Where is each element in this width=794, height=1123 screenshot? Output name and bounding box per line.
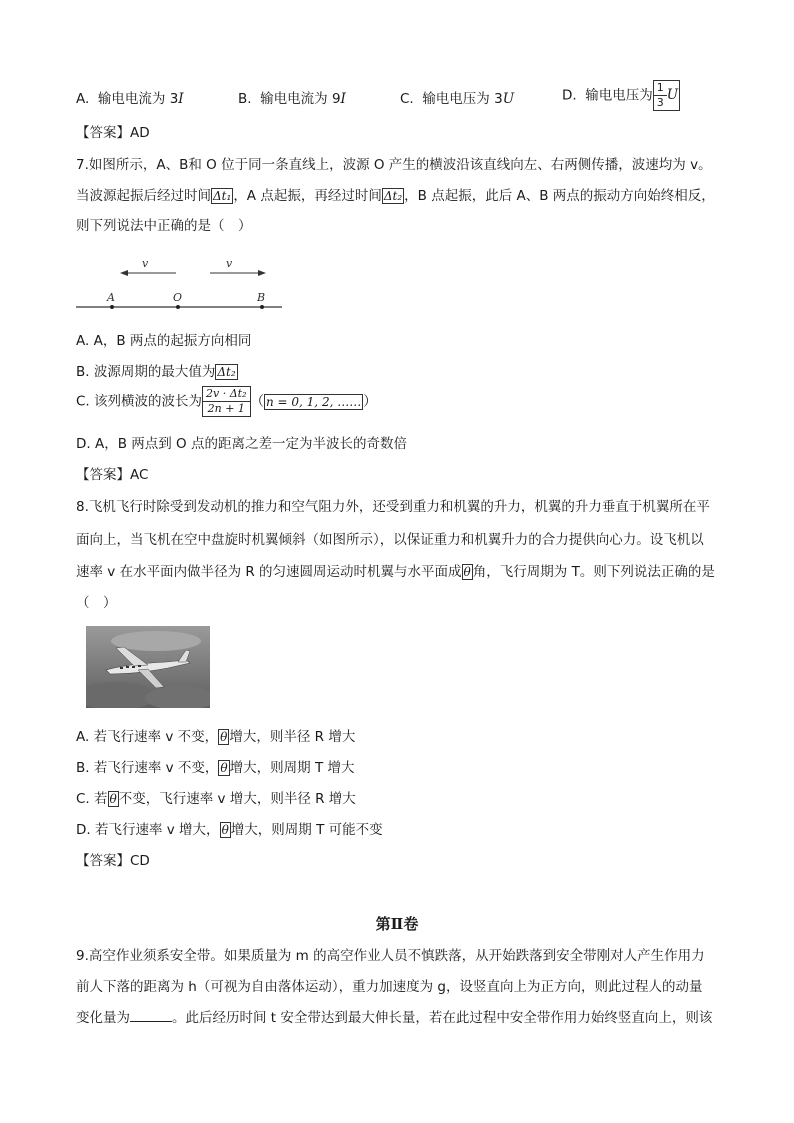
- wavelength-fraction: $\frac{\text{2v · Δt₂}}{2n + 1}$: [202, 386, 250, 417]
- q7-line3: 则下列说法中正确的是（ ）: [76, 218, 252, 234]
- delta-t2-box: Δt₂: [383, 189, 403, 203]
- delta-t2-box: Δt₂: [217, 365, 236, 379]
- answer-blank: [130, 1009, 172, 1022]
- v-label-left: v: [142, 257, 149, 270]
- q9-line3: 变化量为 。此后经历时间 t 安全带达到最大伸长量，若在此过程中安全带作用力始终竖直向上，则该: [76, 1010, 713, 1026]
- q6-option-b: B. 输电电流为 9I: [238, 91, 346, 107]
- q8-line3: 速率 v 在水平面内做半径为 R 的匀速圆周运动时机翼与水平面成 θ 角，飞行周期为 T。则下列说法正确的是: [76, 564, 715, 580]
- wave-line-diagram: [76, 250, 296, 320]
- q8-answer: 【答案】CD: [76, 853, 150, 869]
- point-a-label: A: [107, 291, 115, 304]
- q8-option-b: B. 若飞行速率 v 不变， θ 增大，则周期 T 增大: [76, 760, 355, 776]
- q7-answer: 【答案】AC: [76, 467, 149, 483]
- q7-option-b: B. 波源周期的最大值为 Δt₂: [76, 364, 236, 380]
- q8-line1: 8.飞机飞行时除受到发动机的推力和空气阻力外，还受到重力和机翼的升力，机翼的升力垂直于机翼所在平: [76, 499, 710, 515]
- n-condition-box: n = 0, 1, 2, ……: [266, 394, 362, 409]
- point-o-label: O: [173, 291, 183, 304]
- q9-line1: 9.高空作业须系安全带。如果质量为 m 的高空作业人员不慎跌落，从开始跌落到安全带刚对人产生作用力: [76, 948, 705, 964]
- theta-box: θ: [221, 823, 229, 837]
- q7-option-a: A. A，B 两点的起振方向相同: [76, 333, 252, 349]
- point-b-label: B: [257, 291, 266, 304]
- q6-option-c: C. 输电电压为 3U: [400, 91, 515, 107]
- theta-box: θ: [220, 730, 228, 744]
- q8-line2: 面向上，当飞机在空中盘旋时机翼倾斜（如图所示），以保证重力和机翼升力的合力提供向心力。设飞机以: [76, 532, 704, 548]
- theta-box: θ: [463, 565, 471, 579]
- q6-option-d: D. 输电电压为 $\frac{1}{3}$ U: [562, 81, 679, 109]
- q8-option-a: A. 若飞行速率 v 不变， θ 增大，则半径 R 增大: [76, 729, 356, 745]
- q7-line1: 7.如图所示，A、B和 O 位于同一条直线上，波源 O 产生的横波沿该直线向左、右两侧传播，波速均为 v。: [76, 157, 712, 173]
- theta-box: θ: [109, 792, 117, 806]
- q9-line2: 前人下落的距离为 h（可视为自由落体运动），重力加速度为 g，设竖直向上为正方向，则此过程人的动量: [76, 979, 703, 995]
- q8-option-c: C. 若 θ 不变，飞行速率 v 增大，则半径 R 增大: [76, 791, 356, 807]
- q6-answer: 【答案】AD: [76, 125, 150, 141]
- q8-line4: （ ）: [76, 595, 117, 611]
- q8-option-d: D. 若飞行速率 v 增大， θ 增大，则周期 T 可能不变: [76, 822, 383, 838]
- section-title: 第Ⅱ卷: [375, 915, 419, 933]
- q7-option-d: D. A，B 两点到 O 点的距离之差一定为半波长的奇数倍: [76, 436, 407, 452]
- theta-box: θ: [220, 761, 228, 775]
- banking-airplane-photo: [86, 626, 210, 708]
- fraction: $\frac{1}{3}$: [653, 80, 667, 111]
- q6-option-a: A. 输电电流为 3I: [76, 91, 184, 107]
- v-label-right: v: [226, 257, 233, 270]
- q7-option-c: C. 该列横波的波长为 $\frac{\text{2v · Δt₂}}{2n + 1}$ （ n = 0, 1, 2, …… ）: [76, 387, 377, 415]
- delta-t1-box: Δt₁: [213, 189, 232, 203]
- q7-line2: 当波源起振后经过时间 Δt₁ ，A 点起振，再经过时间 Δt₂ ，B 点起振，此后 A、B 两点的振动方向始终相反，: [76, 188, 715, 204]
